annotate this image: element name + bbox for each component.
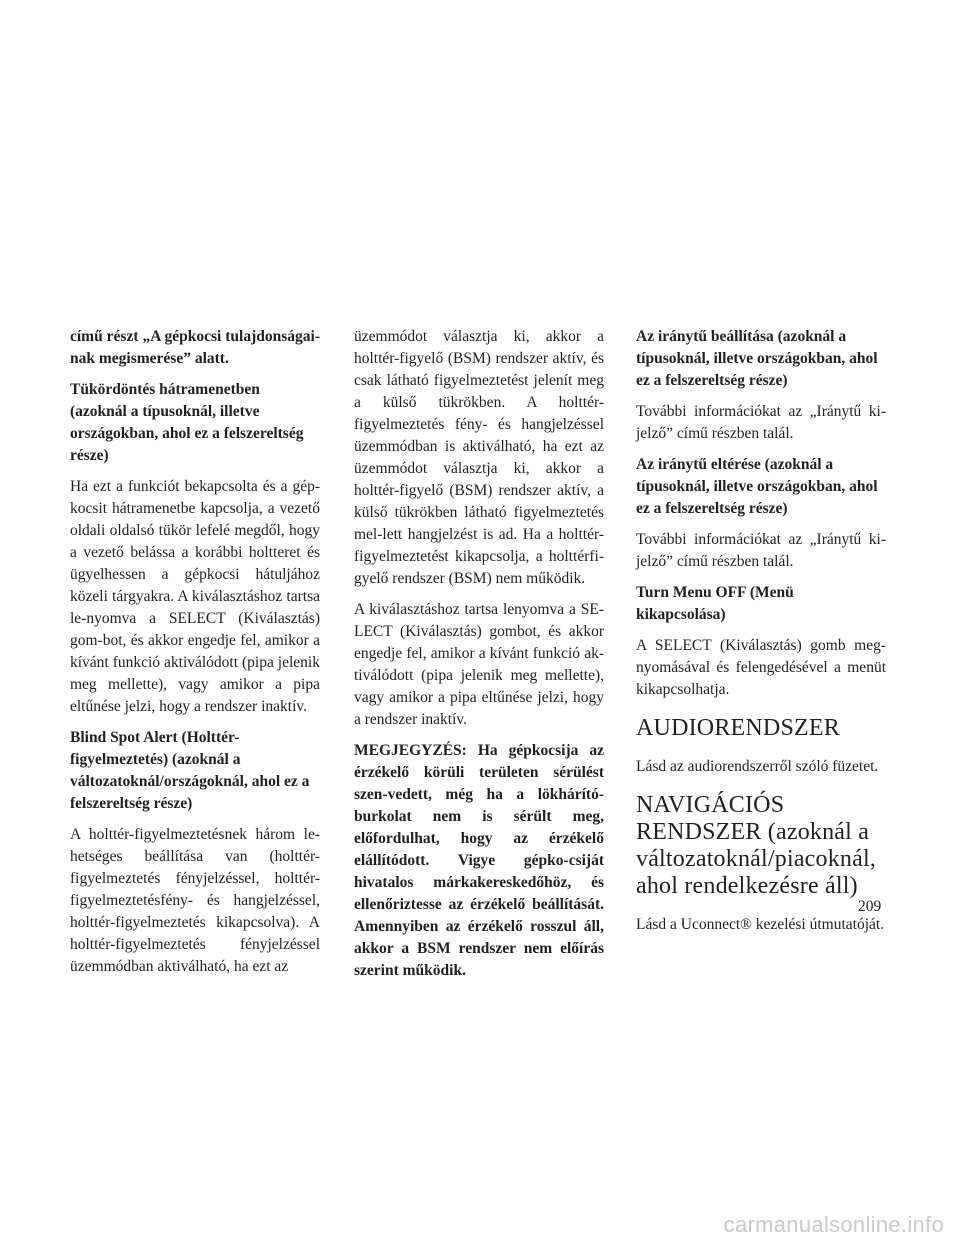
heading-blind-spot-alert: Blind Spot Alert (Holttér-figyelmeztetés) (azoknál a változatoknál/országoknál, ahol ez a felszereltség része): [70, 729, 310, 812]
paragraph-compass-setting: További információkat az „Iránytű ki-jelző” című részben talál.: [636, 403, 886, 442]
note-sensor-damage: MEGJEGYZÉS: Ha gépkocsija az érzékelő körüli területen sérülést szen-vedett, még ha a lökhárító-burkolat nem is sérült meg, előfordulhat, hogy az érzékelő elállítódott. Vigye gépko-csiját hivatalos márkakereskedőhöz, és ellenőriztesse az érzékelő beállítását. Amennyiben az érzékelő rosszul áll, akkor a BSM rendszer nem előírás szerint működik.: [354, 742, 604, 979]
paragraph-navigation: Lásd a Uconnect® kezelési útmutatóját.: [636, 916, 885, 933]
paragraph-bsm-continued: üzemmódot választja ki, akkor a holttér-figyelő (BSM) rendszer aktív, és csak látható figyelmeztetést jelenít meg a külső tükrökben. A holttér-figyelmeztetés fény- és hangjelzéssel üzemmódban is aktiválható, ha ezt az üzemmódot választja ki, akkor a holttér-figyelő (BSM) rendszer aktív, a külső tükrökben látható figyelmeztetés mel-lett hangjelzést is ad. Ha a holttér-figyelmeztetést kikapcsolja, a holttérfi-gyelő rendszer (BSM) nem működik.: [354, 328, 604, 587]
paragraph-turn-menu-off: A SELECT (Kiválasztás) gomb meg-nyomásával és felengedésével a menüt kikapcsolhatja.: [636, 637, 886, 698]
paragraph-audio: Lásd az audiorendszerről szóló füzetet.: [636, 758, 879, 775]
heading-turn-menu-off: Turn Menu OFF (Menü kikapcsolása): [636, 584, 794, 623]
heading-mirror-tilt: Tükördöntés hátramenetben (azoknál a típusoknál, illetve országokban, ahol ez a felszereltség része): [70, 381, 304, 464]
page-number: 209: [858, 898, 882, 915]
column-right: [636, 326, 886, 945]
heading-compass-variance: Az iránytű eltérése (azoknál a típusoknál, illetve országokban, ahol ez a felszereltség része): [636, 456, 878, 517]
column-middle: [354, 326, 604, 991]
paragraph-select-instructions: A kiválasztáshoz tartsa lenyomva a SE-LECT (Kiválasztás) gombot, és akkor engedje fel, amikor a kívánt funkció ak-tiválódott (pipa jelenik meg mellette), vagy amikor a pipa eltűnése jelzi, hogy a rendszer inaktív.: [354, 601, 604, 728]
intro-text: című részt „A gépkocsi tulajdonságai-nak megismerése” alatt.: [70, 328, 320, 367]
section-title-audio: AUDIORENDSZER: [636, 715, 840, 741]
column-left: [70, 326, 320, 987]
paragraph-compass-variance: További információkat az „Iránytű ki-jelző” című részben talál.: [636, 531, 886, 570]
section-title-navigation: NAVIGÁCIÓS RENDSZER (azoknál a változatoknál/piacoknál, ahol rendelkezésre áll): [636, 792, 877, 899]
paragraph-mirror-tilt: Ha ezt a funkciót bekapcsolta és a gép-kocsit hátramenetbe kapcsolja, a vezető oldali oldalsó tükör lefelé megdől, hogy a vezető belássa a korábbi holtteret és ügyelhessen a gépkocsi hátuljához közeli tárgyakra. A kiválasztáshoz tartsa le-nyomva a SELECT (Kiválasztás) gom-bot, és akkor engedje fel, amikor a kívánt funkció aktiválódott (pipa jelenik meg mellette), vagy amikor a pipa eltűnése jelzi, hogy a rendszer inaktív.: [70, 478, 320, 715]
watermark-text: carmanualsonline.info: [723, 1212, 944, 1237]
paragraph-blind-spot-alert: A holttér-figyelmeztetésnek három le-hetséges beállítása van (holttér-figyelmeztetés fényjelzéssel, holttér-figyelmeztetésfény- és hangjelzéssel, holttér-figyelmeztetés kikapcsolva). A holttér-figyelmeztetés fényjelzéssel üzemmódban aktiválható, ha ezt az: [70, 826, 320, 975]
heading-compass-setting: Az iránytű beállítása (azoknál a típusoknál, illetve országokban, ahol ez a felszereltség része): [636, 328, 878, 389]
